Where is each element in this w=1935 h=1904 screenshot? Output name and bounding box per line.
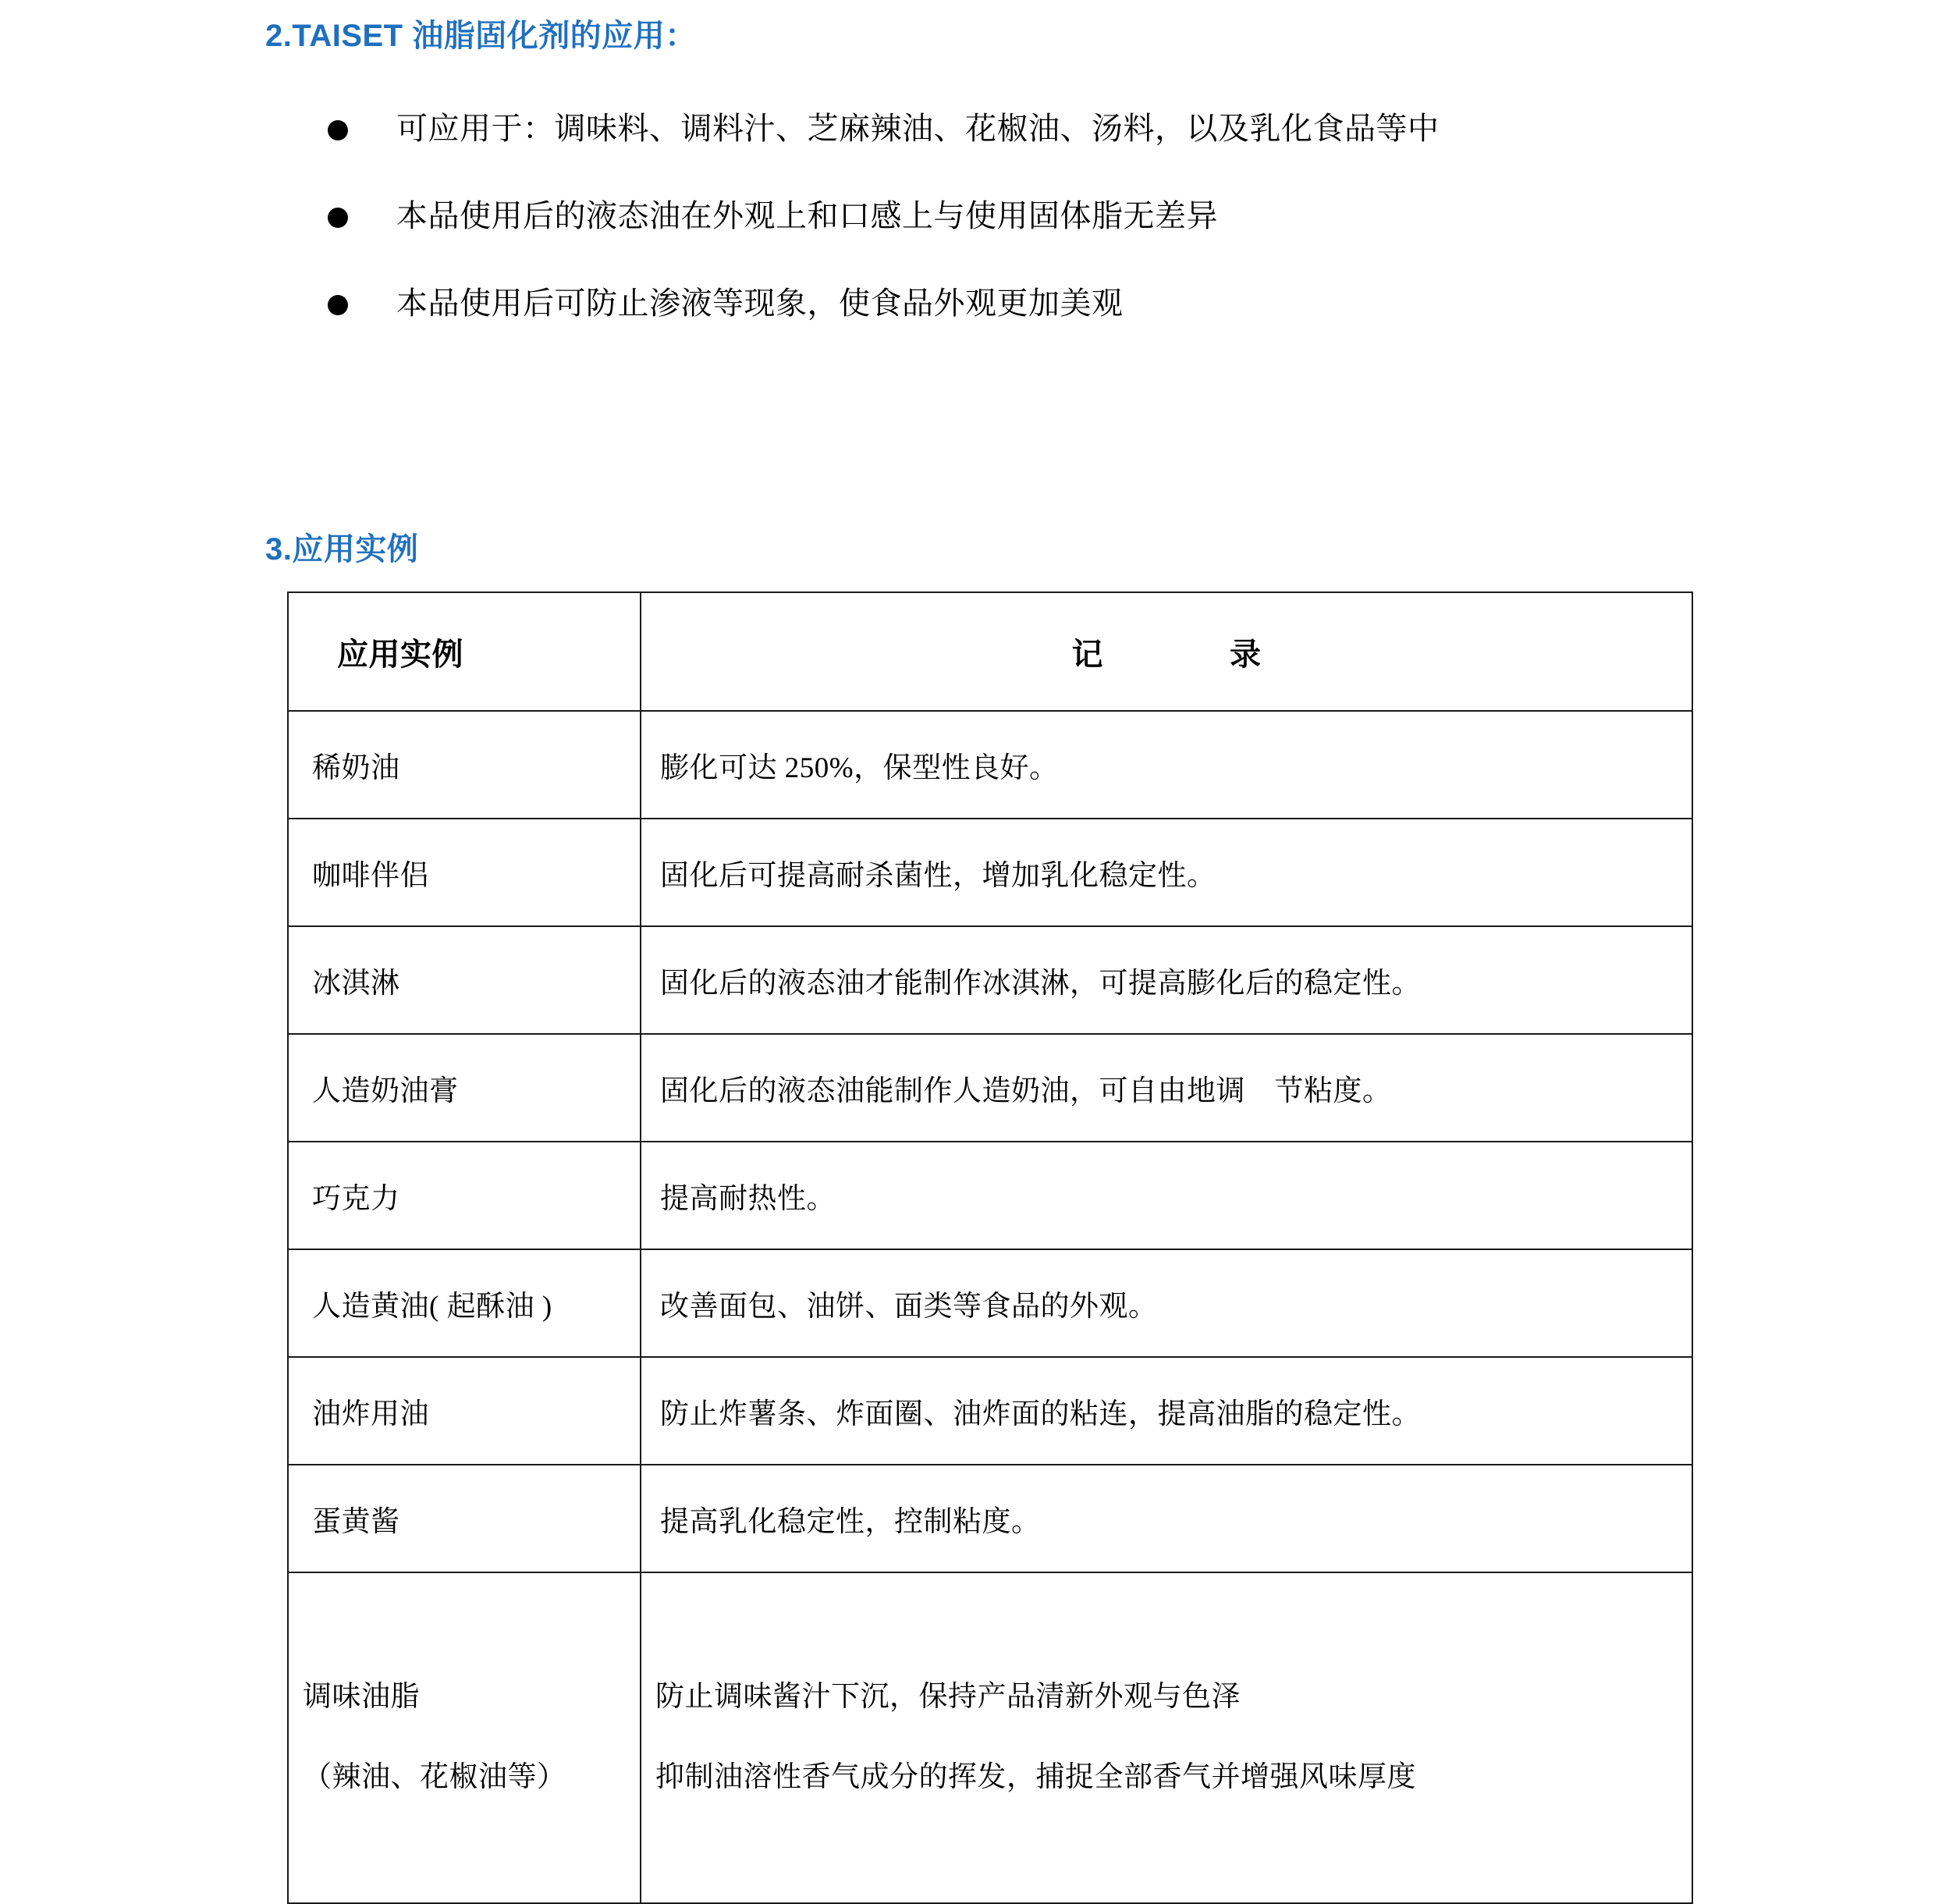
cell-case: 冰淇淋 (288, 926, 641, 1034)
cell-record-line-1: 防止调味酱汁下沉，保持产品清新外观与色泽 (655, 1681, 1241, 1714)
table-row (288, 711, 1692, 819)
table-row (288, 1357, 1692, 1465)
cell-case: 稀奶油 (288, 711, 641, 819)
table-header-row (288, 592, 1692, 711)
cell-record: 固化后的液态油才能制作冰淇淋，可提高膨化后的稳定性。 (641, 926, 1692, 1034)
column-header-record: 记 录 (641, 592, 1692, 711)
cell-case-line-1: 调味油脂 (303, 1681, 420, 1714)
applications-bullet-list (328, 109, 1810, 371)
table-row (288, 1142, 1692, 1249)
table-row (288, 819, 1692, 926)
cell-record-line-2: 抑制油溶性香气成分的挥发，捕捉全部香气并增强风味厚度 (655, 1761, 1416, 1794)
cell-case-multiline (288, 1572, 641, 1903)
cell-case: 油炸用油 (288, 1357, 641, 1465)
cell-record: 提高乳化稳定性，控制粘度。 (641, 1465, 1692, 1572)
bullet-dot-icon (328, 208, 348, 228)
cell-record: 改善面包、油饼、面类等食品的外观。 (641, 1249, 1692, 1357)
bullet-text: 本品使用后可防止渗液等现象，使食品外观更加美观 (396, 286, 1124, 321)
bullet-dot-icon (328, 120, 348, 140)
list-item (328, 197, 1810, 236)
cell-record: 膨化可达 250%，保型性良好。 (641, 711, 1692, 819)
cell-record: 固化后可提高耐杀菌性，增加乳化稳定性。 (641, 819, 1692, 926)
cell-record-multiline (641, 1572, 1692, 1903)
cell-case: 人造黄油( 起酥油 ) (288, 1249, 641, 1357)
column-header-case: 应用实例 (288, 592, 641, 711)
cell-record: 固化后的液态油能制作人造奶油，可自由地调 节粘度。 (641, 1034, 1692, 1142)
cell-case-line-2: （辣油、花椒油等） (303, 1761, 566, 1794)
cell-record: 防止炸薯条、炸面圈、油炸面的粘连，提高油脂的稳定性。 (641, 1357, 1692, 1465)
cell-case: 巧克力 (288, 1142, 641, 1249)
cell-case: 蛋黄酱 (288, 1465, 641, 1572)
cell-case: 人造奶油膏 (288, 1034, 641, 1142)
table-row (288, 1249, 1692, 1357)
cell-record: 提高耐热性。 (641, 1142, 1692, 1249)
bullet-text: 可应用于：调味料、调料汁、芝麻辣油、花椒油、汤料，以及乳化食品等中 (396, 111, 1440, 146)
bullet-dot-icon (328, 295, 348, 315)
section-heading-applications: 2.TAISET 油脂固化剂的应用： (265, 19, 697, 53)
cell-case: 咖啡伴侣 (288, 819, 641, 926)
table-row (288, 926, 1692, 1034)
table-row (288, 1572, 1692, 1903)
application-cases-table (287, 591, 1693, 1904)
list-item (328, 284, 1810, 323)
list-item (328, 109, 1810, 148)
table-row (288, 1465, 1692, 1572)
section-heading-cases: 3.应用实例 (265, 532, 419, 567)
table-row (288, 1034, 1692, 1142)
bullet-text: 本品使用后的液态油在外观上和口感上与使用固体脂无差异 (396, 198, 1218, 233)
